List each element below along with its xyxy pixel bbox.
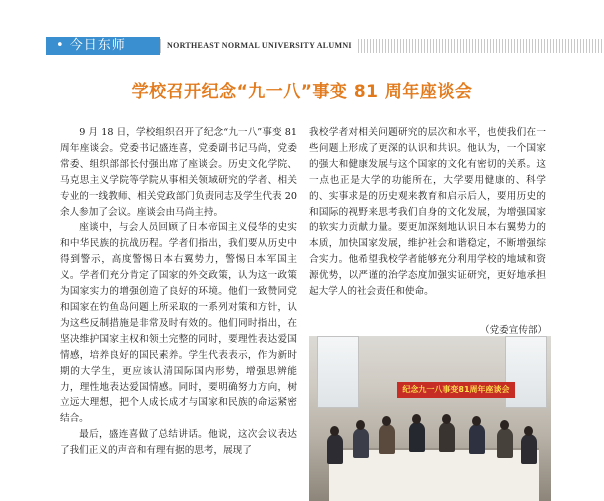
attendee bbox=[353, 428, 369, 458]
attendee bbox=[327, 434, 343, 464]
paragraph: 座谈中，与会人员回顾了日本帝国主义侵华的史实和中华民族的抗战历程。学者们指出，我们要从历史中得到警示，高度警惕日本右翼势力，警惕日本军国主义。学者们充分肯定了国家的外交政策，认为这一政策为国家实力的增强创造了良好的环境。他们一致赞同党和国家在钓鱼岛问题上所采取的一系列对策和方针，认为这些反制措施是非常及时有效的。他们同时指出，在坚决维护国家主权和领土完整的同时，要理性表达爱国情感，培养良好的国民素养。学生代表表示，作为新时期的大学生，更应该认清国际国内形势，增强思辨能力，理性地表达爱国情感。同时，要明确努力方向，树立远大理想，把个人成长成才与国家和民族的命运紧密结合。 bbox=[60, 222, 297, 425]
section-english-title: NORTHEAST NORMAL UNIVERSITY ALUMNI bbox=[163, 39, 356, 53]
attendee-head bbox=[382, 416, 391, 426]
article-column-left bbox=[60, 125, 297, 459]
attendee-head bbox=[472, 416, 481, 426]
article-credit: （党委宣传部） bbox=[480, 325, 548, 336]
article-column-right bbox=[309, 125, 546, 300]
meeting-photo bbox=[309, 336, 551, 501]
attendee-head bbox=[442, 414, 451, 424]
section-tab: • 今日东师 bbox=[46, 37, 160, 55]
page-header bbox=[0, 0, 604, 56]
paragraph: 最后，盛连喜做了总结讲话。他说，这次会议表达了我们正义的声音和有理有据的思考，展现了 bbox=[60, 429, 297, 457]
attendee bbox=[469, 424, 485, 454]
attendee bbox=[379, 424, 395, 454]
attendee bbox=[521, 434, 537, 464]
attendee-head bbox=[412, 414, 421, 424]
photo-banner: 纪念九一八事变81周年座谈会 bbox=[397, 382, 515, 398]
paragraph: 我校学者对相关问题研究的层次和水平，也使我们在一些问题上形成了更深的认识和共识。他认为，一个国家的强大和健康发展与这个国家的文化有密切的关系。这一点也正是大学的功能所在，大学要用健康的、科学的、实事求是的历史观来教育和启示后人，要用历史的和国际的视野来思考我们自身的文化发展，为增强国家的软实力贡献力量。要更加深刻地认识日本右翼势力的本质，加快国家发展，维护社会和谐稳定，不断增强综合实力。他希望我校学者能够充分利用学校的地域和资源优势，以严谨的治学态度加强实证研究，更好地承担起大学人的社会责任和使命。 bbox=[309, 127, 546, 298]
paragraph: 9 月 18 日，学校组织召开了纪念“九一八”事变 81 周年座谈会。党委书记盛连喜，党委副书记马尚，党委常委、组织部部长付强出席了座谈会。历史文化学院、马克思主义学院等学院从事相关领域研究的学者、相关专业的一线教师、相关党政部门负责同志及学生代表 20 余人参加了会议。座谈会由马尚主持。 bbox=[60, 127, 297, 218]
attendee-head bbox=[356, 420, 365, 430]
attendee-head bbox=[500, 420, 509, 430]
article-title: 学校召开纪念“九一八”事变 81 周年座谈会 bbox=[131, 82, 473, 102]
attendee-head bbox=[524, 426, 533, 436]
attendee-head bbox=[330, 426, 339, 436]
attendee bbox=[409, 422, 425, 452]
attendee bbox=[497, 428, 513, 458]
window bbox=[317, 336, 359, 408]
attendee bbox=[439, 422, 455, 452]
